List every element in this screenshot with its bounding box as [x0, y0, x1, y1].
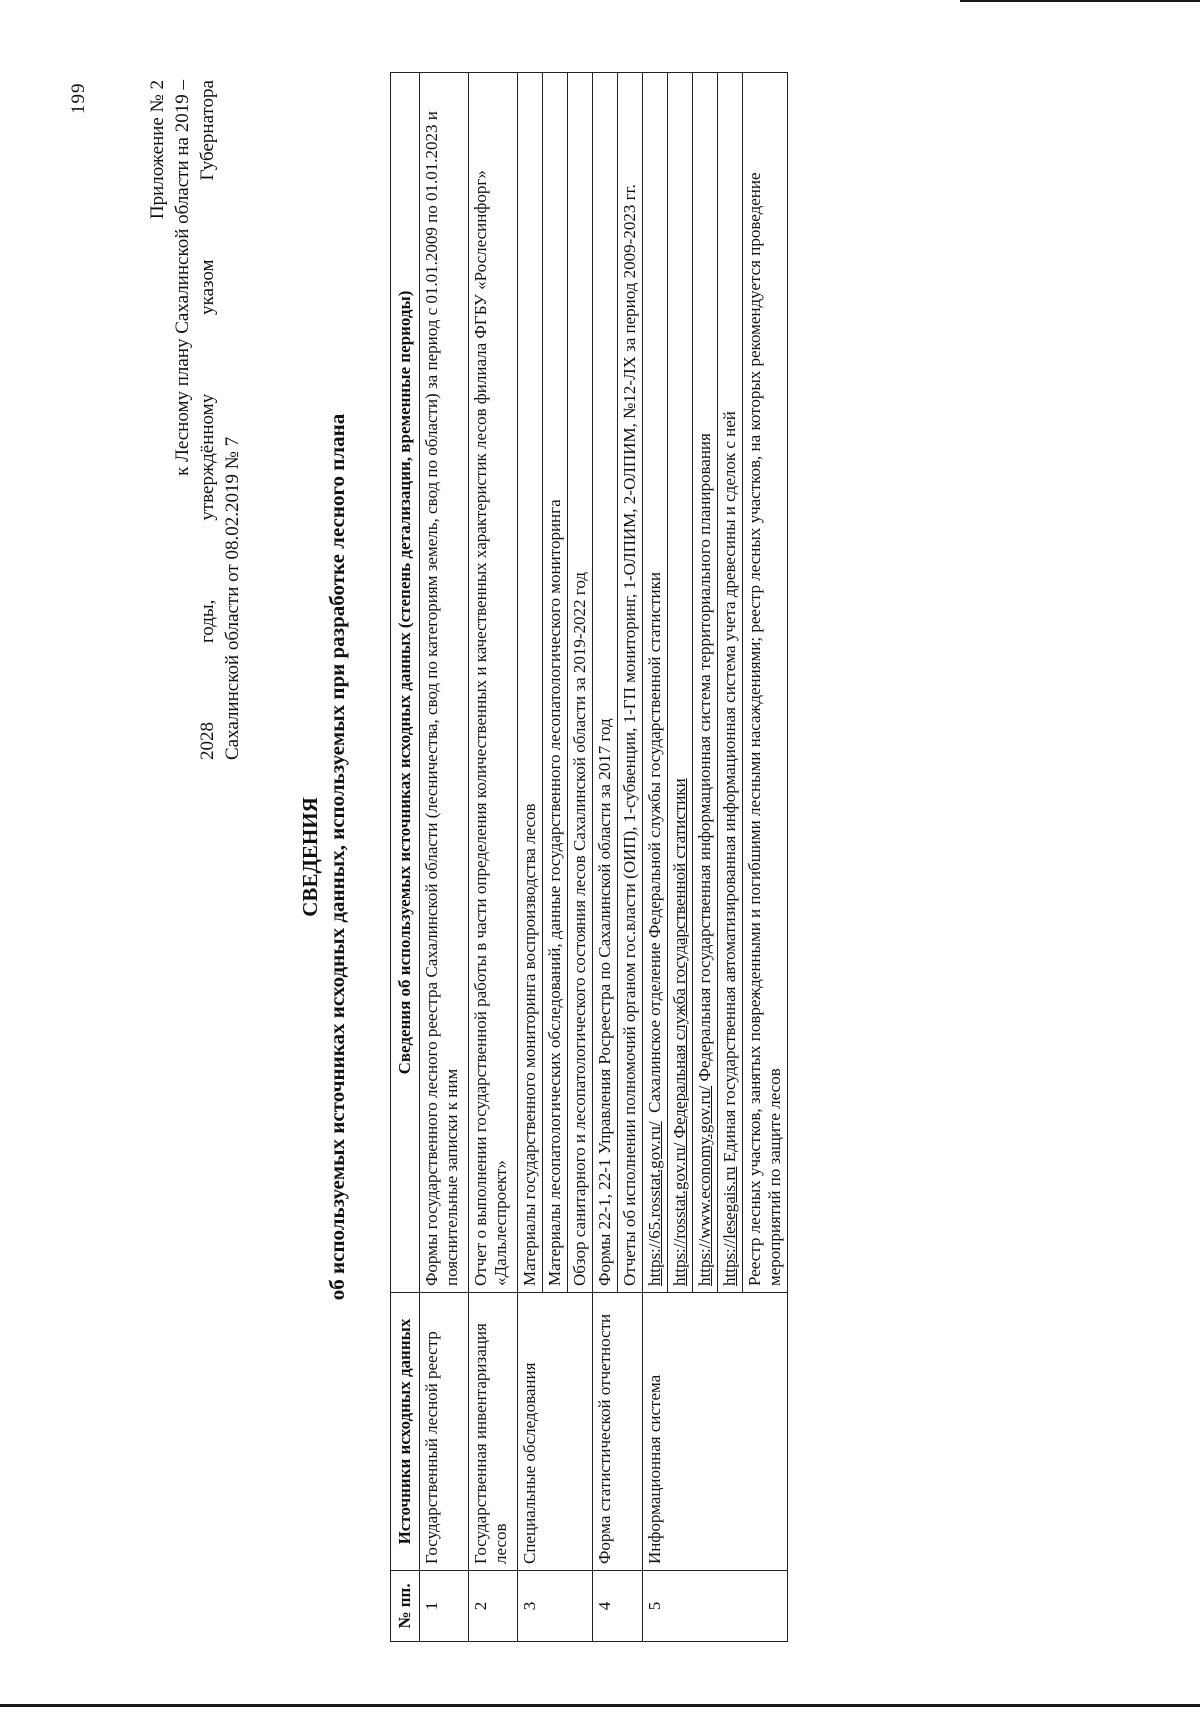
table-header-row: [391, 73, 420, 1642]
row-details: Реестр лесных участков, занятых поврежденными и погибшими лесными насаждениями; реестр лесных участков, на которых рекомендуется проведение мероприятий по защите лесов: [743, 73, 788, 1293]
table-row: [518, 73, 543, 1642]
row-num: 5: [643, 1571, 788, 1642]
row-details: [718, 73, 743, 1293]
row-details: [643, 73, 668, 1293]
table-row: [420, 73, 469, 1642]
rosstat-regional-link[interactable]: https://65.rosstat.gov.ru/: [645, 1121, 664, 1286]
header-details: Сведения об используемых источниках исходных данных (степень детализации, временные периоды): [391, 73, 420, 1293]
row-num: 1: [420, 1571, 469, 1642]
lesegais-link[interactable]: https://lesegais.ru: [720, 1166, 739, 1286]
table-row: [643, 73, 668, 1642]
page-number: 199: [68, 82, 89, 114]
header-source: Источники исходных данных: [391, 1293, 420, 1571]
row-details: Формы 22-1, 22-1 Управления Росреестра по Сахалинской области за 2017 год: [593, 73, 618, 1293]
row-details: [693, 73, 718, 1293]
economy-link[interactable]: https://www.economy.gov.ru/: [695, 1085, 714, 1286]
appendix-line-2: к Лесному плану Сахалинской области на 2019 –: [172, 80, 193, 476]
row-details: Отчеты об исполнении полномочий органом гос.власти (ОИП), 1-субвенции, 1-ГП мониторинг, 1-ОЛПИМ, 2-ОЛПИМ, №12-ЛХ за период 2009-2023 гг.: [618, 73, 643, 1293]
row-details: Материалы лесопатологических обследований, данные государственного лесопатологического мониторинга: [543, 73, 568, 1293]
document-subtitle: об используемых источниках исходных данных, используемых при разработке лесного плана: [325, 413, 349, 1301]
appendix-line-1: Приложение № 2: [147, 80, 168, 220]
row-source: Информационная система: [643, 1293, 788, 1571]
link-description: Федеральная государственная информационная система территориального планирования: [695, 433, 714, 1086]
row-details: Материалы государственного мониторинга воспроизводства лесов: [518, 73, 543, 1293]
row-num: 4: [593, 1571, 643, 1642]
row-num: 3: [518, 1571, 593, 1642]
row-num: 2: [469, 1571, 518, 1642]
appendix-note: [145, 80, 245, 760]
link-description: Сахалинское отделение Федеральной службы государственной статистики: [645, 572, 664, 1122]
rosstat-link[interactable]: https://rosstat.gov.ru/: [670, 1142, 689, 1286]
row-details: Формы государственного лесного реестра Сахалинской области (лесничества, свод по категориям земель, свод по области) за период с 01.01.2009 по 01.01.2023 и пояснительные записки к ним: [420, 73, 469, 1293]
link-description: Федеральная служба государственной статистики: [670, 778, 689, 1143]
row-details: Отчет о выполнении государственной работы в части определения количественных и качественных характеристик лесов филиала ФГБУ «Рослесинфорг» «Дальлеспроект»: [469, 73, 518, 1293]
row-source: Государственная инвентаризация лесов: [469, 1293, 518, 1571]
row-source: Государственный лесной реестр: [420, 1293, 469, 1571]
row-source: Специальные обследования: [518, 1293, 593, 1571]
sources-table: [390, 72, 788, 1642]
row-source: Форма статистической отчетности: [593, 1293, 643, 1571]
appendix-line-3: 2028 годы, утверждённому указом Губернатора: [197, 80, 218, 760]
link-description: Единая государственная автоматизированная информационная система учета древесины и сделок с ней: [720, 411, 739, 1167]
table-row: [593, 73, 618, 1642]
table-row: [469, 73, 518, 1642]
row-details: [668, 73, 693, 1293]
row-details: Обзор санитарного и лесопатологического состояния лесов Сахалинской области за 2019-2022 год: [568, 73, 593, 1293]
header-num: № пп.: [391, 1571, 420, 1642]
document-title: СВЕДЕНИЯ: [298, 797, 322, 917]
appendix-line-4: Сахалинской области от 08.02.2019 № 7: [222, 436, 243, 760]
